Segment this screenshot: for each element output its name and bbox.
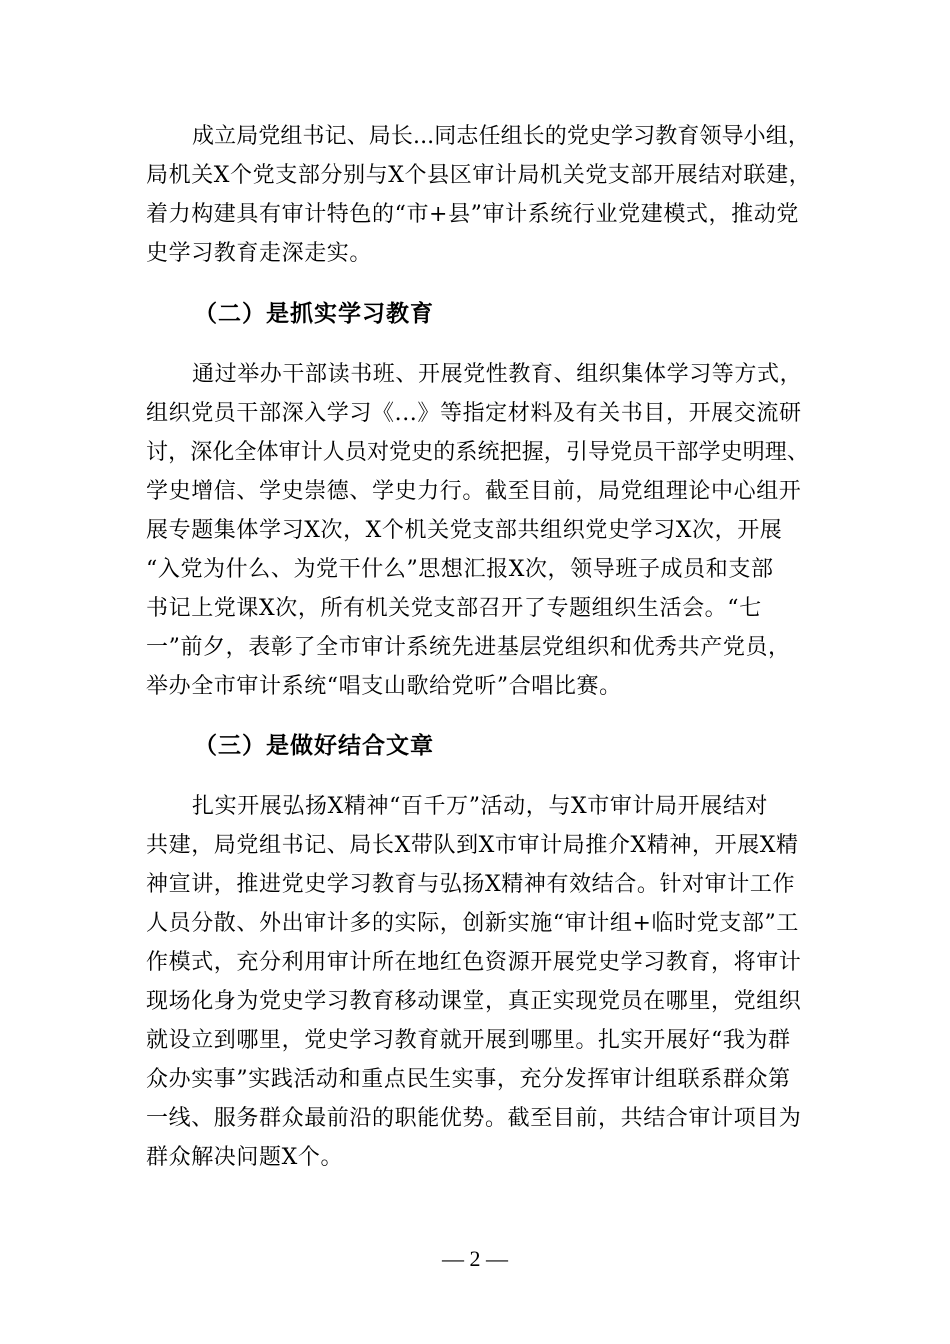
text-line: 现场化身为党史学习教育移动课堂，真正实现党员在哪里，党组织	[146, 989, 802, 1014]
text-line: 众办实事”实践活动和重点民生实事，充分发挥审计组联系群众第	[146, 1067, 791, 1092]
text-line: 史学习教育走深走实。	[146, 241, 373, 266]
text-line: 共建，局党组书记、局长X带队到X市审计局推介X精神，开展X精	[146, 833, 799, 858]
text-line: 展专题集体学习X次，X个机关党支部共组织党史学习X次，开展	[146, 518, 783, 543]
section-heading-study-education: （二）是抓实学习教育	[194, 301, 434, 327]
text-line: 学史增信、学史崇德、学史力行。截至目前，局党组理论中心组开	[146, 479, 802, 504]
page-number: — 2 —	[442, 1246, 508, 1271]
text-line: 就设立到哪里，党史学习教育就开展到哪里。扎实开展好“我为群	[146, 1028, 791, 1053]
text-line: 群众解决问题X个。	[146, 1145, 344, 1170]
text-line: 人员分散、外出审计多的实际，创新实施“审计组+临时党支部”工	[146, 911, 799, 936]
text-line: 着力构建具有审计特色的“市+县”审计系统行业党建模式，推动党	[146, 202, 799, 227]
text-line: 书记上党课X次，所有机关党支部召开了专题组织生活会。“七	[146, 596, 762, 621]
text-line: 成立局党组书记、局长...同志任组长的党史学习教育领导小组，	[192, 124, 810, 149]
text-line: 举办全市审计系统“唱支山歌给党听”合唱比赛。	[146, 674, 622, 699]
text-line: 神宣讲，推进党史学习教育与弘扬X精神有效结合。针对审计工作	[146, 872, 796, 897]
section-heading-combination: （三）是做好结合文章	[194, 733, 434, 759]
text-line: 作模式，充分利用审计所在地红色资源开展党史学习教育，将审计	[146, 950, 802, 975]
text-line: “入党为什么、为党干什么”思想汇报X次，领导班子成员和支部	[146, 557, 774, 582]
text-line: 一”前夕，表彰了全市审计系统先进基层党组织和优秀共产党员，	[146, 635, 791, 660]
text-line: 一线、服务群众最前沿的职能优势。截至目前，共结合审计项目为	[146, 1106, 802, 1131]
text-line: 扎实开展弘扬X精神“百千万”活动，与X市审计局开展结对	[192, 794, 769, 819]
text-line: 通过举办干部读书班、开展党性教育、组织集体学习等方式，	[192, 362, 803, 387]
text-line: 讨，深化全体审计人员对党史的系统把握，引导党员干部学史明理、	[146, 440, 810, 465]
text-line: 局机关X个党支部分别与X个县区审计局机关党支部开展结对联建，	[146, 163, 812, 188]
text-line: 组织党员干部深入学习《...》等指定材料及有关书目，开展交流研	[146, 401, 802, 426]
